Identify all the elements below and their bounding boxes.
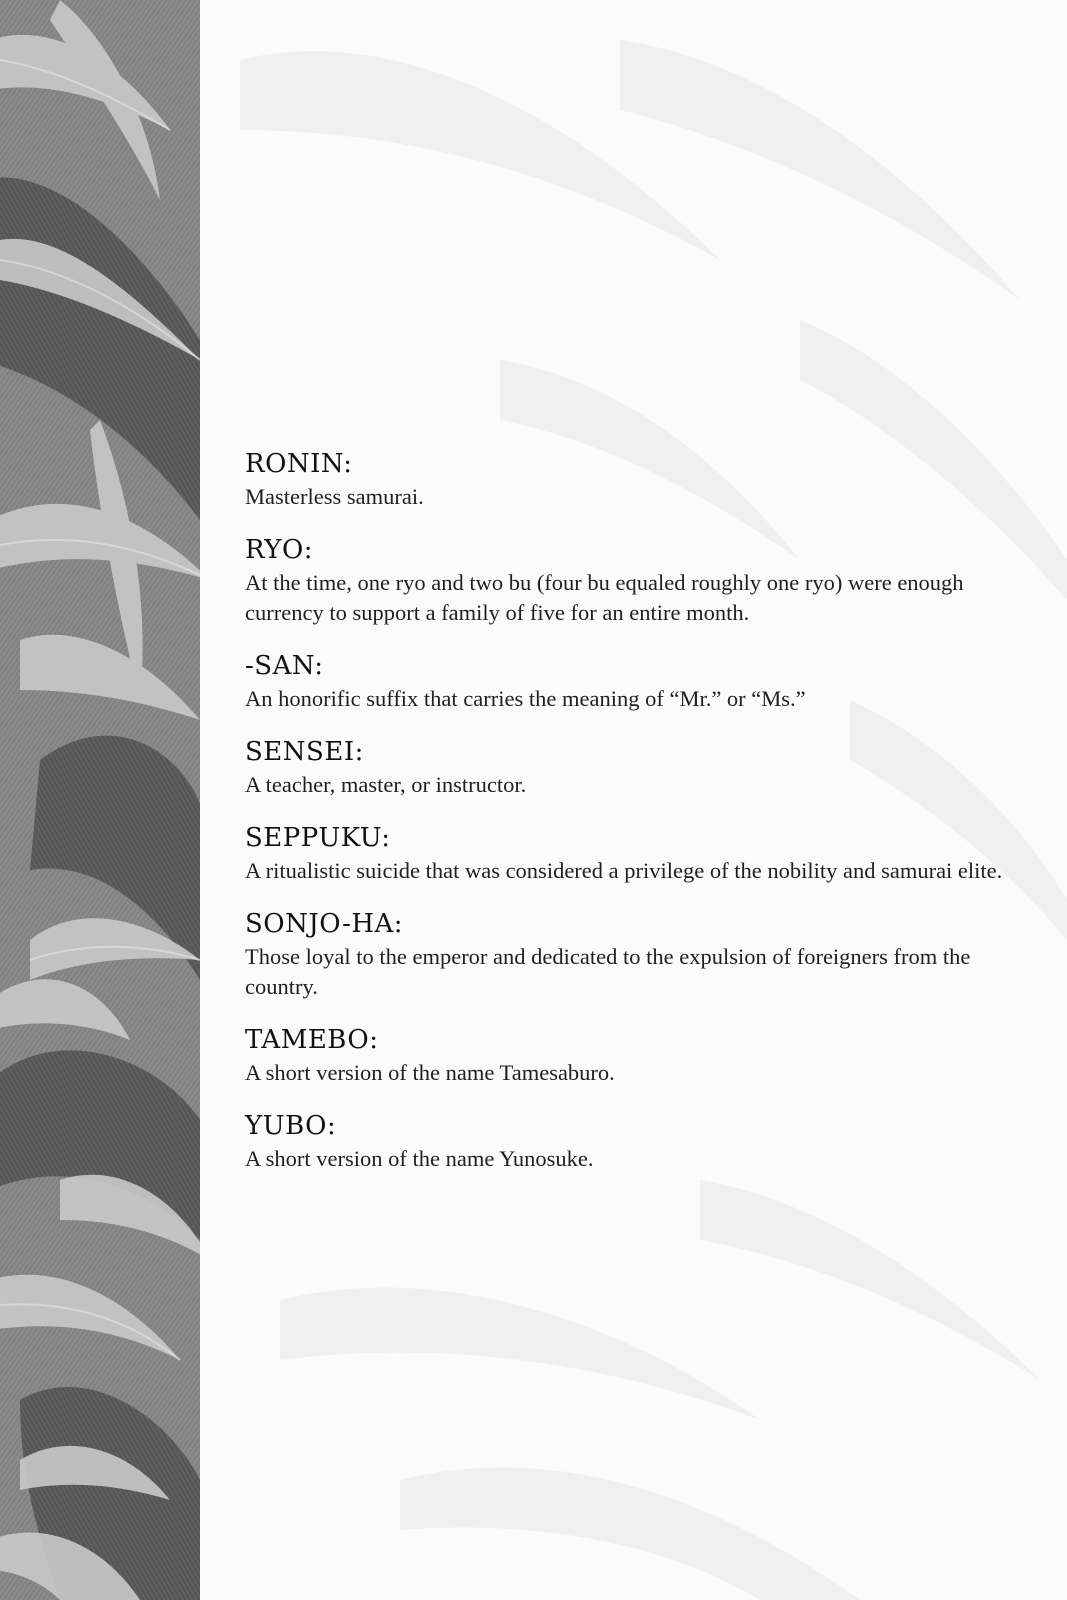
decorative-leaf-panel	[0, 0, 200, 1600]
glossary-definition: A short version of the name Tamesaburo.	[245, 1060, 615, 1085]
glossary-definition: A short version of the name Yunosuke.	[245, 1146, 594, 1171]
glossary-entry-yubo	[245, 1110, 1005, 1174]
glossary-definition: An honorific suffix that carries the meaning of “Mr.” or “Ms.”	[245, 686, 806, 711]
glossary-definition: At the time, one ryo and two bu (four bu equaled roughly one ryo) were enough currency to support a family of five for an entire month.	[245, 570, 964, 625]
glossary-term: RONIN:	[245, 449, 353, 479]
glossary-definition: Those loyal to the emperor and dedicated to the expulsion of foreigners from the country.	[245, 944, 971, 999]
glossary-definition: A teacher, master, or instructor.	[245, 772, 527, 797]
glossary-term: TAMEBO:	[245, 1025, 379, 1055]
glossary-entry-sonjo-ha	[245, 908, 1005, 1002]
glossary-term: SONJO-HA:	[245, 909, 404, 939]
glossary-definition: A ritualistic suicide that was considered a privilege of the nobility and samurai elite.	[245, 858, 1003, 883]
glossary-term: SENSEI:	[245, 737, 364, 767]
glossary-entry-seppuku	[245, 822, 1005, 886]
glossary-entry-tamebo	[245, 1024, 1005, 1088]
leaf-pattern-image	[0, 0, 200, 1600]
glossary-list	[245, 448, 1005, 1174]
glossary-entry-ronin	[245, 448, 1005, 512]
glossary-term: RYO:	[245, 535, 314, 565]
glossary-term: YUBO:	[245, 1111, 337, 1141]
glossary-term: SEPPUKU:	[245, 823, 391, 853]
glossary-term: -SAN:	[245, 651, 324, 681]
glossary-entry-san	[245, 650, 1005, 714]
glossary-entry-sensei	[245, 736, 1005, 800]
glossary-definition: Masterless samurai.	[245, 484, 424, 509]
glossary-entry-ryo	[245, 534, 1005, 628]
